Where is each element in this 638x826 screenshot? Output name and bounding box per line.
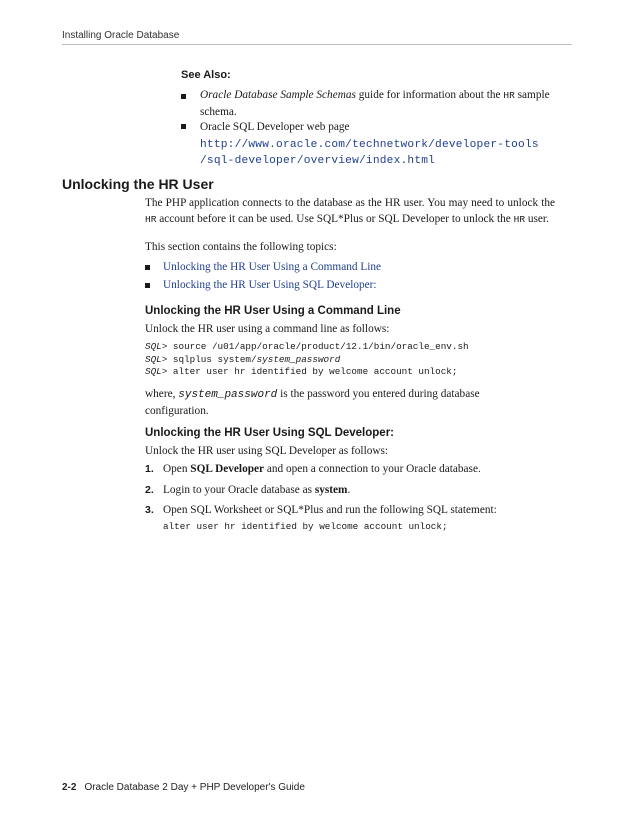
subsection-description: Unlock the HR user using a command line as follows: <box>145 323 390 335</box>
step-number: 3. <box>145 504 154 516</box>
page-number: 2-2 <box>62 782 77 793</box>
topic-link-command-line[interactable]: Unlocking the HR User Using a Command Line <box>163 261 382 273</box>
see-also-item-sample-schemas <box>200 87 560 120</box>
step-number: 1. <box>145 463 154 475</box>
variable-name: system_password <box>178 389 278 401</box>
step-text <box>163 502 497 518</box>
sql-prompt: SQL> <box>145 341 168 352</box>
bullet-icon <box>181 94 186 99</box>
code-text: alter user hr identified by welcome account unlock; <box>167 366 458 377</box>
section-heading: Unlocking the HR User <box>62 176 214 192</box>
sql-prompt: SQL> <box>145 353 168 365</box>
subsection-title-sql-developer: Unlocking the HR User Using SQL Developer: <box>145 427 395 439</box>
code-line: alter user hr identified by welcome account unlock; <box>163 521 448 532</box>
code-line <box>145 341 469 354</box>
see-also-title: See Also: <box>181 69 231 81</box>
bullet-icon <box>181 124 186 129</box>
topics-intro: This section contains the following topics: <box>145 241 337 253</box>
see-also-text: sample schema. <box>200 89 550 118</box>
subsection-title-command-line: Unlocking the HR User Using a Command Line <box>145 305 401 317</box>
sql-developer-url-line1[interactable]: http://www.oracle.com/technetwork/developer-tools <box>200 139 539 151</box>
page-footer <box>62 782 305 793</box>
code-text: sqlplus system/ <box>167 353 257 365</box>
inline-code: HR <box>503 90 515 101</box>
see-also-text: guide for information about the <box>355 89 504 101</box>
intro-text: user. <box>525 213 549 225</box>
step-number: 2. <box>145 484 154 496</box>
step-bold-term: SQL Developer <box>190 463 265 475</box>
intro-paragraph <box>145 195 555 228</box>
step-text-part: Open <box>163 463 191 475</box>
code-line <box>145 354 340 367</box>
sql-developer-url-line2[interactable]: /sql-developer/overview/index.html <box>200 155 436 167</box>
intro-text: The PHP application connects to the database as the HR user. You may need to unlock the <box>145 197 555 209</box>
code-placeholder: system_password <box>256 353 341 365</box>
where-text: is the password you entered during database configuration. <box>145 388 480 417</box>
header-rule <box>62 44 572 45</box>
inline-code: HR <box>145 214 157 225</box>
intro-text: account before it can be used. Use SQL*Plus or SQL Developer to unlock the <box>156 213 514 225</box>
doc-title-link[interactable]: Oracle Database Sample Schemas <box>200 89 356 101</box>
sql-prompt: SQL> <box>145 366 168 377</box>
see-also-item-sql-developer: Oracle SQL Developer web page <box>200 121 350 133</box>
footer-title: Oracle Database 2 Day + PHP Developer's Guide <box>84 782 305 793</box>
step-text-part: and open a connection to your Oracle database. <box>264 463 481 475</box>
step-text-part: . <box>347 484 351 496</box>
code-line <box>145 366 457 379</box>
step-bold-term: system <box>314 484 348 496</box>
step-text-part: Login to your Oracle database as <box>163 484 315 496</box>
step-text-part: Open SQL Worksheet or SQL*Plus and run the following SQL statement: <box>163 504 497 516</box>
step-text <box>163 461 481 477</box>
where-paragraph <box>145 386 505 419</box>
where-text: where, <box>145 388 179 400</box>
topic-link-sql-developer[interactable]: Unlocking the HR User Using SQL Developer: <box>163 279 377 291</box>
running-header: Installing Oracle Database <box>62 30 180 41</box>
bullet-icon <box>145 265 150 270</box>
inline-code: HR <box>513 214 526 225</box>
bullet-icon <box>145 283 150 288</box>
code-text: source /u01/app/oracle/product/12.1/bin/oracle_env.sh <box>167 341 469 352</box>
subsection-description: Unlock the HR user using SQL Developer as follows: <box>145 445 389 457</box>
step-text <box>163 482 350 498</box>
